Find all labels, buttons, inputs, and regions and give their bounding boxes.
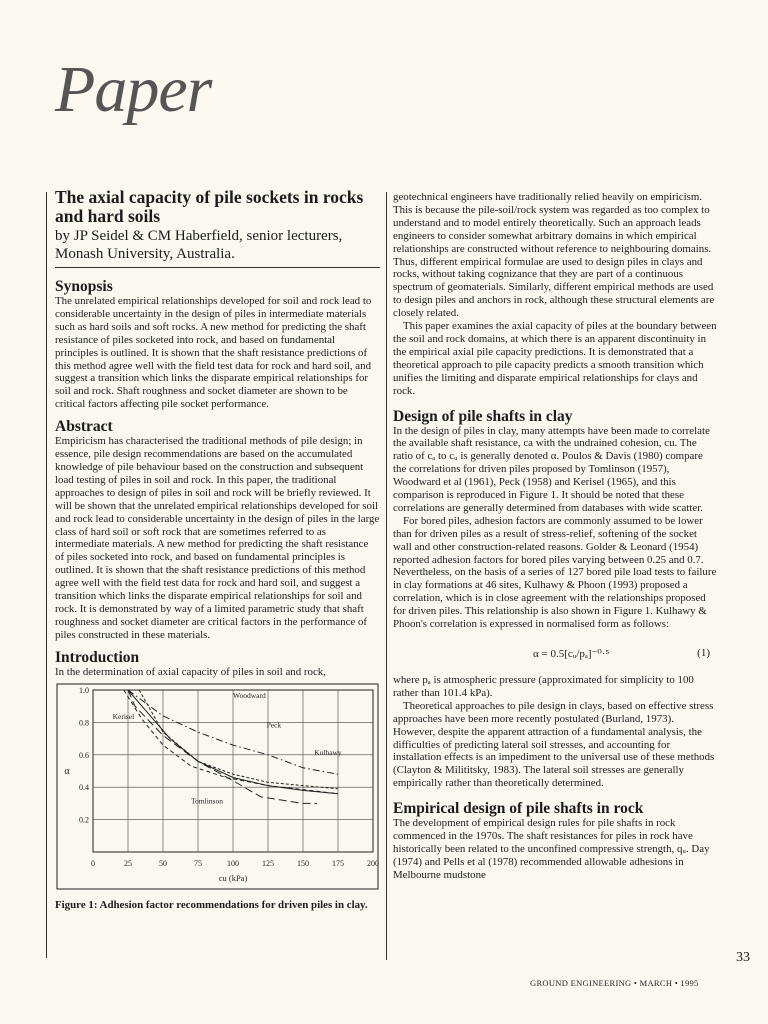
equation-number: (1) — [697, 647, 710, 659]
y-tick-label: 1.0 — [79, 685, 89, 695]
column-divider — [386, 192, 387, 960]
y-axis-label: α — [64, 765, 70, 777]
body-paragraph: geotechnical engineers have traditionally relied heavily on empiricism. This is because the pile-soil/rock system was regarded as too complex to understand and to model entirely theoretically. Such an approach leads engineers to consider somewhat arbitrary domains in which empirical relationships are constructed without reference to neighbouring domains. Thus, different empirical formulae are used to design piles in clays and rocks, without taking cognizance that they are part of a continuous spectrum of geomaterials. Similarly, different empirical methods are used to design piles and anchors in rock, although these structural elements are closely related. — [393, 191, 715, 320]
figure-caption — [55, 899, 380, 912]
y-tick-label: 0.8 — [79, 717, 89, 727]
clay-heading: Design of pile shafts in clay — [393, 407, 573, 425]
y-tick-label: 0.2 — [79, 815, 89, 825]
equation-1 — [533, 647, 710, 660]
left-margin-rule — [46, 192, 47, 958]
body-paragraph: This paper examines the axial capacity of piles at the boundary between the soil and rock domains, at which there is an apparent discontinuity in the empirical axial pile capacity predictions. It is demonstrated that a theoretical approach to pile capacity predicts a smooth transition which unifies the limiting and disparate empirical relationships for clays and rock. — [393, 320, 717, 397]
body-paragraph: where pₐ is atmospheric pressure (approximated for simplicity to 100 rather than 101.4 kPa). — [393, 674, 694, 699]
y-tick-label: 0.4 — [79, 782, 89, 792]
synopsis-text: The unrelated empirical relationships developed for soil and rock lead to considerable uncertainty in the design of piles in intermediate materials such as hard soils and soft rocks. A new method for predicting the shaft resistance of piles socketed into rock, and based on fundamental principles is outlined. It is shown that the shaft resistance predictions of this method agree well with the field test data for rock and hard soil, and suggest a transition which links the disparate empirical relationships for soil and rock. Shaft roughness and socket diameter are shown to be critical factors affecting pile socket performance. — [55, 295, 372, 411]
abstract-text: Empiricism has characterised the traditional methods of pile design; in essence, pile design recommendations are based on the accumulated knowledge of pile behaviour based on the construction and subsequent load testing of piles in soil and rock. In this paper, the traditional approaches to design of piles in soil and rock will be briefly reviewed. It will be shown that the unrelated empirical relationships developed for soil and rock lead to considerable uncertainty in the design of piles in the large class of hard soil or soft rock that are sometimes referred to as intermediate materials. A new method for predicting the shaft resistance of piles socketed into rock, and based on fundamental principles is outlined. It is shown that the shaft resistance predictions of this method agree well with the field test data for rock and hard soil, and suggest a transition which links the disparate empirical relationships for soil and rock. It is demonstrated by way of a limited parametric study that shaft roughness and socket diameter are critical factors in the performance of piles constructed in these materials. — [55, 435, 380, 641]
title-rule — [55, 267, 380, 268]
series-line-kerisel — [124, 690, 338, 794]
series-label-peck: Peck — [266, 719, 282, 729]
series-label-kulhawy: Kulhawy — [314, 747, 342, 757]
figure-frame — [57, 684, 378, 889]
figure-caption-text: Adhesion factor recommendations for driven piles in clay. — [99, 898, 368, 911]
body-paragraph: In the design of piles in clay, many attempts have been made to correlate the available shaft resistance, ca with the undrained cohesion, cu. The ratio of cₐ to cᵤ is generally denoted α. Poulos & Davis (1980) compare the correlations for driven piles proposed by Tomlinson (1957), Woodward et al (1961), Peck (1958) and Kerisel (1965), and this comparison is reproduced in Figure 1. It should be noted that these correlations are generally determined from databases with wide scatter. — [393, 424, 710, 514]
rock-heading: Empirical design of pile shafts in rock — [393, 800, 644, 818]
right-column — [393, 191, 718, 882]
synopsis-heading: Synopsis — [55, 278, 113, 295]
figure-caption-label: Figure 1: — [55, 898, 98, 911]
x-tick-label: 125 — [262, 858, 274, 868]
series-label-woodward: Woodward — [233, 690, 266, 700]
article-title: The axial capacity of pile sockets in rocks and hard soils — [55, 187, 364, 226]
abstract-heading: Abstract — [55, 418, 113, 436]
figure-1 — [55, 682, 380, 912]
introduction-heading: Introduction — [55, 648, 140, 666]
section-label: Paper — [55, 53, 212, 126]
page-number: 33 — [736, 950, 750, 965]
introduction-text: In the determination of axial capacity of piles in soil and rock, — [55, 665, 326, 678]
series-label-tomlinson: Tomlinson — [191, 795, 223, 805]
series-line-tomlinson — [128, 690, 317, 803]
adhesion-factor-chart — [55, 682, 380, 892]
x-tick-label: 0 — [91, 858, 95, 868]
x-tick-label: 200 — [367, 858, 379, 868]
article-byline: by JP Seidel & CM Haberfield, senior lecturers, Monash University, Australia. — [55, 228, 343, 262]
x-tick-label: 75 — [194, 858, 202, 868]
x-tick-label: 175 — [332, 858, 344, 868]
x-tick-label: 100 — [227, 858, 239, 868]
y-tick-label: 0.6 — [79, 750, 89, 760]
left-column — [55, 188, 380, 911]
body-paragraph: For bored piles, adhesion factors are commonly assumed to be lower than for driven piles as a result of stress-relief, softening of the socket wall and other construction-related reasons. Golder & Leonard (1954) reported adhesion factors for bored piles varying between 0.25 and 0.7. Nevertheless, on the basis of a series of 127 bored pile load tests to failure in clay formations at 46 sites, Kulhawy & Phoon (1993) proposed a correlation, which is in close agreement with the relationships proposed for driven piles. This relationship is also shown in Figure 1. Kulhawy & Phoon's correlation is expressed in normalised form as follows: — [393, 514, 717, 631]
x-tick-label: 150 — [297, 858, 309, 868]
x-tick-label: 50 — [159, 858, 167, 868]
x-axis-label: cu (kPa) — [218, 872, 248, 883]
body-paragraph: Theoretical approaches to pile design in clays, based on effective stress approaches have been more recently postulated (Burland, 1973). However, despite the apparent attraction of a fundamental analysis, the difficulties of predicting lateral soil stresses, and accounting for installation effects is an impediment to the universal use of these methods (Clayton & Milititsky, 1983). The lateral soil stresses are generally empirically rather than theoretically determined. — [393, 699, 715, 790]
series-label-kerisel: Kerisel — [112, 711, 135, 721]
equation-text: α = 0.5[cᵤ/pₐ]⁻⁰·⁵ — [533, 648, 610, 660]
journal-footer: GROUND ENGINEERING • MARCH • 1995 — [530, 978, 699, 988]
x-tick-label: 25 — [124, 858, 132, 868]
body-paragraph: The development of empirical design rules for pile shafts in rock commenced in the 1970s. The shaft resistances for piles in rock have historically been related to the unconfined compressive strength, qᵤ. Day (1974) and Pells et al (1978) recommended allowable adhesions in Melbourne mudstone — [393, 817, 710, 881]
